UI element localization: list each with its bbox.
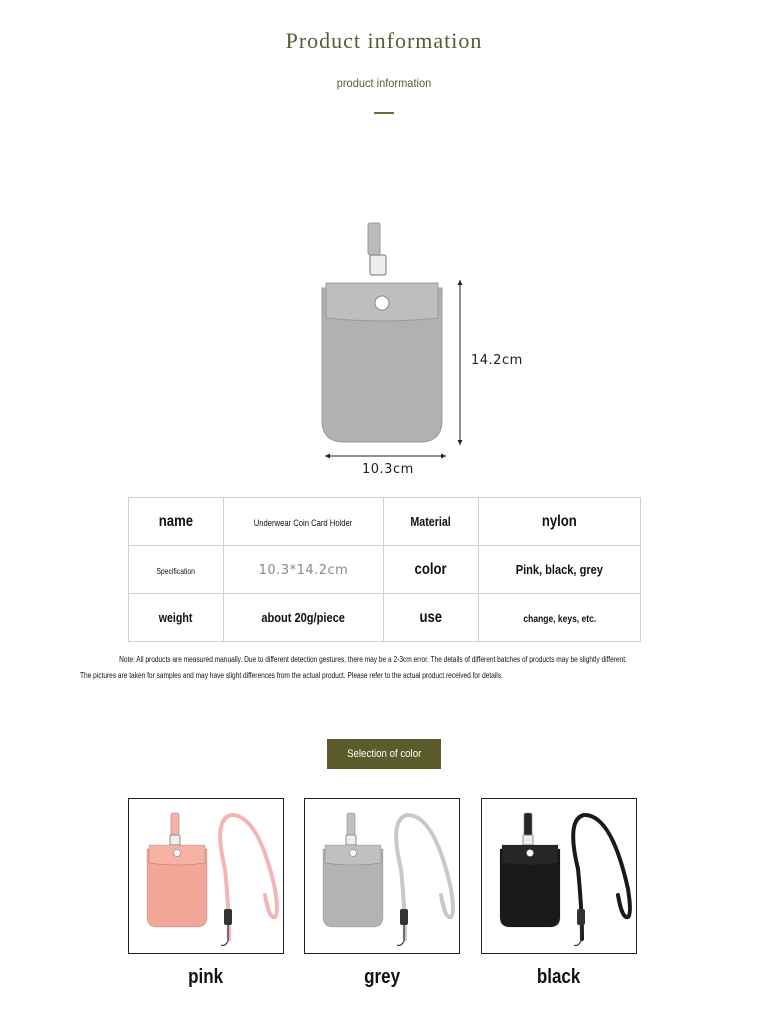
spec-key: Specification	[156, 566, 196, 576]
spec-value-cell	[479, 594, 641, 642]
color-option-black[interactable]	[481, 798, 637, 954]
color-section-heading	[327, 739, 441, 769]
table-row	[129, 546, 641, 594]
spec-value: change, keys, etc.	[523, 613, 596, 625]
color-option-pink[interactable]	[128, 798, 284, 954]
table-row	[129, 594, 641, 642]
table-row	[129, 498, 641, 546]
spec-value: about 20g/piece	[261, 609, 346, 625]
color-option-label-text: black	[537, 966, 581, 988]
spec-value: Underwear Coin Card Holder	[254, 517, 353, 528]
strap-tab	[347, 813, 355, 837]
buckle	[523, 835, 533, 845]
color-option-image	[129, 799, 285, 955]
spec-value: Pink, black, grey	[515, 561, 604, 577]
color-option-image	[482, 799, 638, 955]
spec-key: weight	[159, 609, 193, 625]
page-title: Product information	[285, 28, 483, 53]
sample-note: The pictures are taken for samples and may have slight differences from the actual product. Please refer to the actual product received for details.	[80, 671, 503, 680]
snap-button	[375, 296, 389, 310]
color-option-grey[interactable]	[304, 798, 460, 954]
page-subtitle: product information	[336, 76, 432, 90]
buckle	[370, 255, 386, 275]
strap-tab	[171, 813, 179, 837]
strap-tab	[524, 813, 532, 837]
spec-value: 10.3*14.2cm	[258, 562, 349, 578]
spec-key: color	[414, 560, 448, 578]
width-dimension-label: 10.3cm	[362, 462, 414, 477]
color-option-label	[128, 966, 284, 989]
buckle	[170, 835, 180, 845]
spec-key-cell	[384, 498, 479, 546]
height-dimension-label: 14.2cm	[471, 353, 523, 368]
color-option-label	[304, 966, 460, 989]
measurement-note: Note: All products are measured manually. Due to different detection gestures, there may be a 2-3cm error. The details of different batches of products may be slightly different.	[119, 655, 627, 664]
spec-key-cell	[129, 594, 224, 642]
spec-key: name	[158, 512, 194, 530]
spec-key-cell	[384, 594, 479, 642]
spec-key-cell	[129, 546, 224, 594]
spec-key: use	[419, 608, 443, 626]
color-option-label	[481, 966, 637, 989]
color-section-heading-label: Selection of color	[346, 748, 422, 760]
lanyard-clip	[577, 909, 585, 925]
strap-tab	[368, 223, 380, 255]
spec-key-cell	[384, 546, 479, 594]
lanyard-clip	[400, 909, 408, 925]
spec-value-cell	[224, 546, 384, 594]
spec-key-cell	[129, 498, 224, 546]
snap-button	[527, 850, 534, 857]
product-image	[300, 210, 550, 490]
spec-table	[128, 497, 641, 642]
lanyard-clip	[224, 909, 232, 925]
spec-value-cell	[479, 498, 641, 546]
snap-button	[174, 850, 181, 857]
spec-key: Material	[410, 513, 452, 529]
color-option-label-text: grey	[364, 966, 400, 988]
color-option-label-text: pink	[188, 966, 224, 988]
spec-value-cell	[224, 498, 384, 546]
color-option-image	[305, 799, 461, 955]
spec-value-cell	[479, 546, 641, 594]
title-divider	[374, 112, 394, 114]
spec-value-cell	[224, 594, 384, 642]
spec-value: nylon	[541, 512, 577, 530]
buckle	[346, 835, 356, 845]
snap-button	[350, 850, 357, 857]
